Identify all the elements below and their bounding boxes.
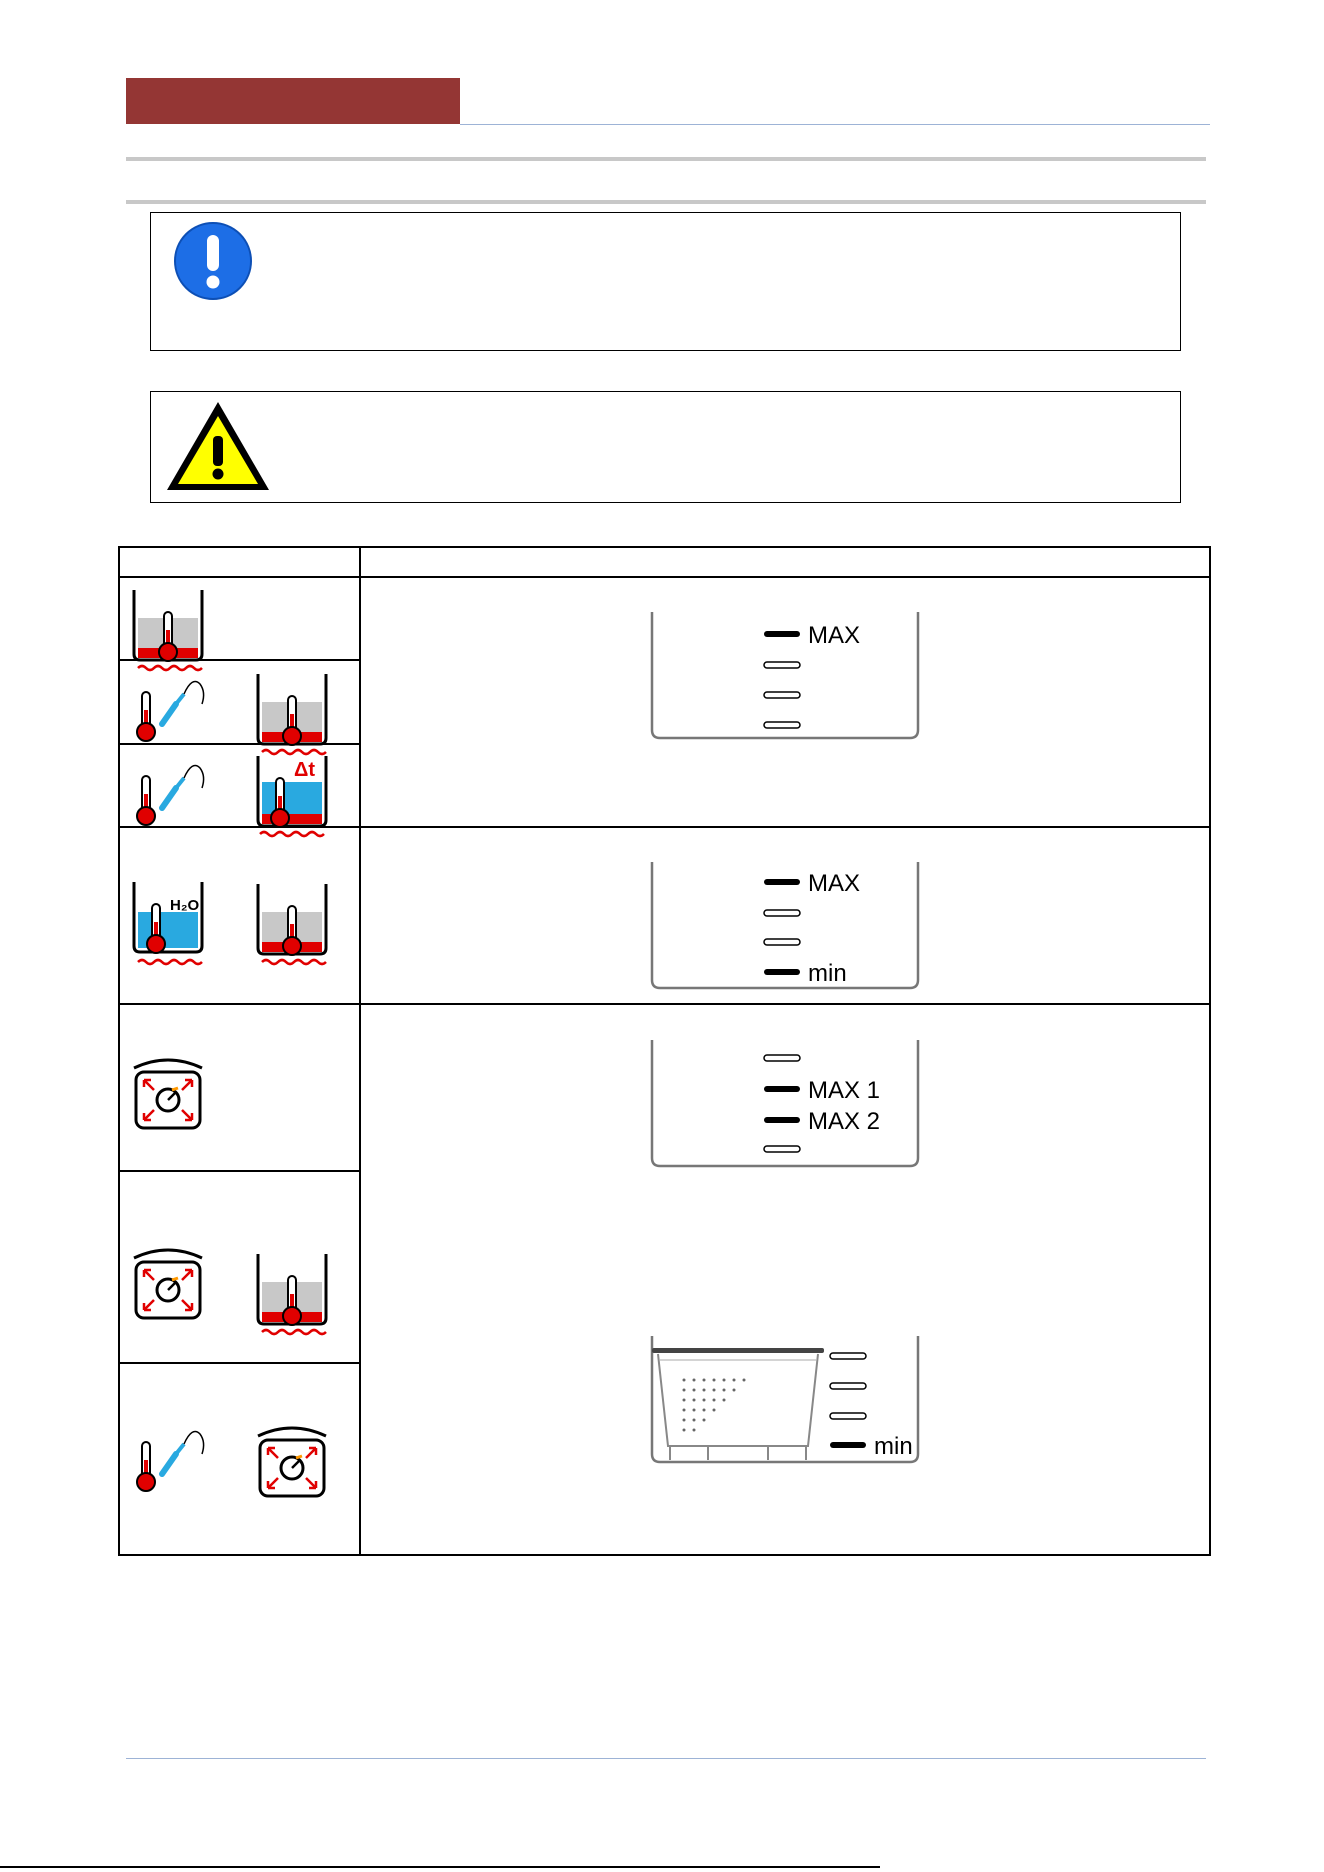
water-bath-icon (132, 882, 212, 972)
info-notice-box (150, 212, 1181, 351)
fill-level-diagram-max1-max2 (648, 1040, 928, 1174)
core-temperature-probe-icon (132, 670, 212, 756)
level-label: min (808, 960, 847, 987)
warning-triangle-icon (163, 398, 273, 496)
level-label: MAX 1 (808, 1077, 881, 1104)
level-label: min (874, 1433, 913, 1460)
core-temperature-probe-icon (132, 754, 212, 840)
pressure-chamber-icon (132, 1248, 208, 1324)
oil-heat-bath-icon (256, 1254, 336, 1340)
pressure-chamber-icon (256, 1426, 332, 1502)
header-color-tab (126, 78, 460, 124)
header-rule (460, 124, 1210, 125)
page-bottom-rule (0, 1866, 880, 1868)
core-temperature-probe-icon (132, 1420, 212, 1506)
oil-heat-bath-icon (256, 674, 336, 760)
oil-heat-bath-icon (256, 884, 336, 970)
section-rule-bottom (126, 200, 1206, 204)
warning-notice-box (150, 391, 1181, 503)
level-label: MAX (808, 622, 861, 649)
basket-fill-level-diagram (648, 1336, 938, 1476)
info-exclamation-icon (173, 221, 253, 301)
fill-level-table (118, 546, 1211, 1556)
pressure-chamber-icon (132, 1058, 208, 1134)
level-mark-max (764, 631, 800, 637)
fill-level-diagram-max-min (648, 862, 928, 996)
svg-text:H₂O: H₂O (170, 897, 200, 914)
footer-rule (126, 1758, 1206, 1759)
delta-t-water-bath-icon (256, 756, 336, 842)
oil-heat-bath-icon (132, 590, 212, 676)
level-label: MAX (808, 870, 861, 897)
level-label: MAX 2 (808, 1108, 881, 1135)
fill-level-diagram-max (648, 612, 928, 744)
section-rule-top (126, 157, 1206, 161)
